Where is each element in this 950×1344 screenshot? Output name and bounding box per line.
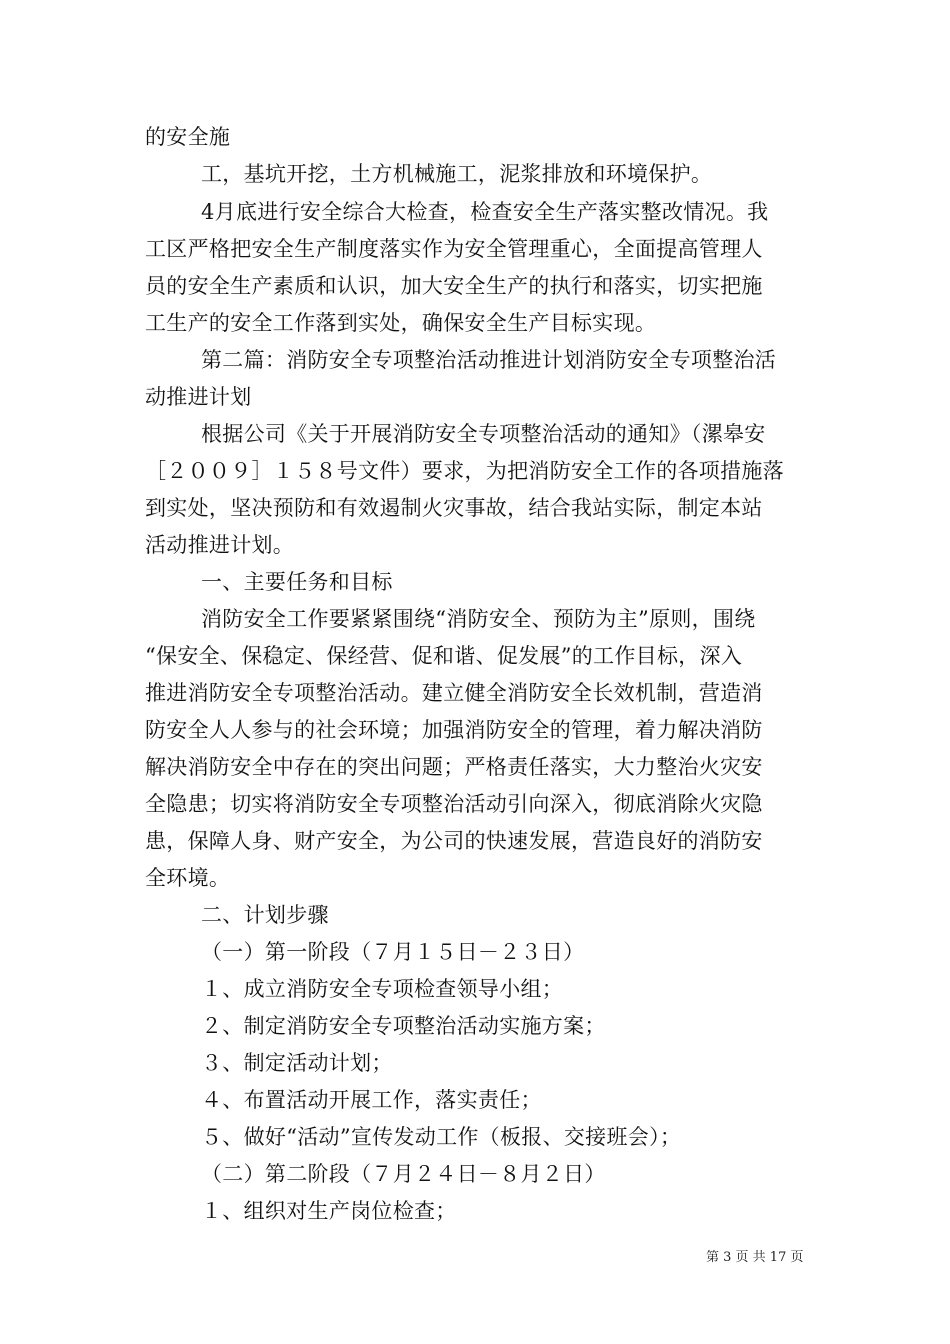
- text-line: 患，保障人身、财产安全，为公司的快速发展，营造良好的消防安: [145, 829, 763, 853]
- list-item: １、成立消防安全专项检查领导小组；: [201, 977, 564, 1001]
- subsection-heading: 一、主要任务和目标: [201, 570, 393, 594]
- list-item: ４、布置活动开展工作，落实责任；: [201, 1088, 542, 1112]
- text-line: 工，基坑开挖，土方机械施工，泥浆排放和环境保护。: [201, 162, 713, 186]
- text-line: 防安全人人参与的社会环境；加强消防安全的管理，着力解决消防: [145, 718, 763, 742]
- text-line: 全环境。: [145, 866, 231, 890]
- text-line: 活动推进计划。: [145, 533, 295, 557]
- page-number-footer: 第 3 页 共 17 页: [706, 1250, 804, 1265]
- text-line: 员的安全生产素质和认识，加大安全生产的执行和落实，切实把施: [145, 274, 763, 298]
- list-item: ２、制定消防安全专项整治活动实施方案；: [201, 1014, 606, 1038]
- text-line: 到实处，坚决预防和有效遏制火灾事故，结合我站实际，制定本站: [145, 496, 763, 520]
- section-heading: 第二篇：消防安全专项整治活动推进计划消防安全专项整治活: [201, 348, 777, 372]
- list-item: ３、制定活动计划；: [201, 1051, 393, 1075]
- stage-heading: （二）第二阶段（７月２４日－８月２日）: [201, 1162, 606, 1186]
- text-line: 的安全施: [145, 125, 231, 149]
- text-line: 全隐患；切实将消防安全专项整治活动引向深入，彻底消除火灾隐: [145, 792, 763, 816]
- subsection-heading: 二、计划步骤: [201, 903, 329, 927]
- text-line: “保安全、保稳定、保经营、促和谐、促发展”的工作目标，深入: [145, 644, 743, 668]
- stage-heading: （一）第一阶段（７月１５日－２３日）: [201, 940, 585, 964]
- text-line: 解决消防安全中存在的突出问题；严格责任落实，大力整治火灾安: [145, 755, 763, 779]
- list-item: ５、做好“活动”宣传发动工作（板报、交接班会）；: [201, 1125, 682, 1149]
- list-item: １、组织对生产岗位检查；: [201, 1199, 457, 1223]
- text-line: 推进消防安全专项整治活动。建立健全消防安全长效机制，营造消: [145, 681, 763, 705]
- section-heading: 动推进计划: [145, 385, 252, 409]
- text-line: 消防安全工作要紧紧围绕“消防安全、预防为主”原则，围绕: [201, 607, 756, 631]
- text-line: 工生产的安全工作落到实处，确保安全生产目标实现。: [145, 311, 657, 335]
- text-line: 工区严格把安全生产制度落实作为安全管理重心，全面提高管理人: [145, 237, 763, 261]
- text-line: 根据公司《关于开展消防安全专项整治活动的通知》（漯皋安: [201, 422, 766, 446]
- text-line: ［２００９］１５８号文件）要求，为把消防安全工作的各项措施落: [145, 459, 784, 483]
- text-line: 4月底进行安全综合大检查，检查安全生产落实整改情况。我: [201, 200, 769, 224]
